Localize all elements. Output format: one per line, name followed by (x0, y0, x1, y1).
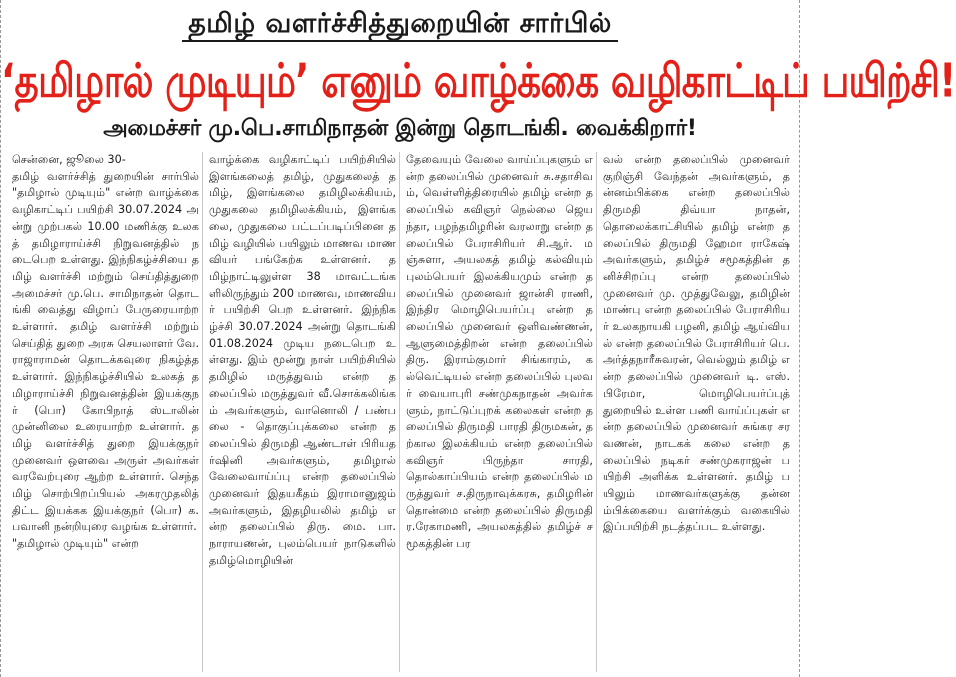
article-column-4: வல் என்ற தலைப்பில் முனைவர் குறிஞ்சி வேந்தன் அவர்களும், தன்னம்பிக்கை என்ற தலைப்பில் திருமதி திவ்யா நாதன், தொலைக்காட்சியில் தமிழ் என்ற தலைப்பில் திருமதி ஹேமா ராகேஷ் அவர்களும், தமிழ்ச் சமூகத்தின் தனிச்சிறப்பு என்ற தலைப்பில் முனைவர் மு. முத்துவேலு, தமிழின் மாண்பு என்ற தலைப்பில் பேராசிரியர் உலகநாயகி பழனி, தமிழ் ஆய்வியல் என்ற தலைப்பில் பேராசிரியர் பெ. அர்த்தநாரீசுவரன், வெல்லும் தமிழ் என்ற தலைப்பில் முனைவர் டி. எஸ். பிரேமா, மொழிபெயர்ப்புத் துறையில் உள்ள பணி வாய்ப்புகள் என்ற தலைப்பில் முனைவர் சுங்கர சரவணன், நாடகக் கலை என்ற தலைப்பில் நடிகர் சண்முகராஜன் பயிற்சி அளிக்க உள்ளனர். தமிழ் பயிலும் மாணவர்களுக்கு தன்னம்பிக்கையை வளர்க்கும் வகையில் இப்பயிற்சி நடத்தப்பட உள்ளது. (603, 153, 790, 534)
headline: ‘தமிழால் முடியும்’ எனும் வாழ்க்கை வழிகாட்டிப் பயிற்சி! (1, 54, 956, 108)
article-column-3: தேவையும் வேலை வாய்ப்புகளும் என்ற தலைப்பில் முனைவர் சு.சதாசிவம், வெள்ளித்திரையில் தமிழ் என்ற தலைப்பில் கவிஞர் நெல்லை ஜெயந்தா, பழந்தமிழரின் வரலாறு என்ற தலைப்பில் பேராசிரியர் சி.ஆர். மஞ்சுளா, அயலகத் தமிழ் கல்வியும் புலம்பெயர் இலக்கியமும் என்ற தலைப்பில் முனைவர் ஜான்சி ராணி, இந்திர மொழிபெயர்ப்பு என்ற தலைப்பில் முனைவர் ஒளிவண்ணன், ஆளுமைத்திறன் என்ற தலைப்பில் திரு. இராம்குமார் சிங்காரம், கல்வெட்டியல் என்ற தலைப்பில் புலவர் வையாபுரி சண்முகநாதன் அவர்களும், நாட்டுப்புறக் கலைகள் என்ற தலைப்பில் திருமதி பாரதி திருமகன், தற்கால இலக்கியம் என்ற தலைப்பில் கவிஞர் பிருந்தா சாரதி, தொல்காப்பியம் என்ற தலைப்பில் மருத்துவர் ச.திருநாவுக்கரசு, தமிழரின் தொன்மை என்ற தலைப்பில் திருமதி ர.ரேகாமணி, அயலகத்தில் தமிழ்ச் சமூகத்தின் பர (403, 152, 597, 672)
subheadline: அமைச்சர் மு.பெ.சாமிநாதன் இன்று தொடங்கி. வைக்கிறார்! (103, 116, 697, 141)
kicker-heading: தமிழ் வளர்ச்சித்துறையின் சார்பில் (1, 8, 799, 43)
article-body (9, 152, 793, 672)
article-column-2: வாழ்க்கை வழிகாட்டிப் பயிற்சியில் இளங்கலைத் தமிழ், முதுகலைத் தமிழ், இளங்கலை தமிழிலக்கியம், முதுகலை தமிழிலக்கியம், இளங்கலை, முதுகலை பட்டப்படிப்பினை தமிழ் வழியில் பயிலும் மாணவ மாணவியர் பங்கேற்க உள்ளனர். தமிழ்நாட்டிலுள்ள 38 மாவட்டங்களிலிருந்தும் 200 மாணவ, மாணவியர் பயிற்சி பெற உள்ளனர். இந்நிகழ்ச்சி 30.07.2024 அன்று தொடங்கி 01.08.2024 முடிய நடைபெற உள்ளது. இம் மூன்று நாள் பயிற்சியில் தமிழில் மருத்துவம் என்ற தலைப்பில் மருத்துவர் வீ.சொக்கலிங்கம் அவர்களும், வானொலி / பண்பலை - தொகுப்புக்கலை என்ற தலைப்பில் திருமதி ஆண்டாள் பிரியதர்ஷினி அவர்களும், தமிழால் வேலைவாய்ப்பு என்ற தலைப்பில் முனைவர் இதயகீதம் இராமானுஜம் அவர்களும், இதழியலில் தமிழ் என்ற தலைப்பில் திரு. மை. பா. நாராயணன், புலம்பெயர் நாடுகளில் தமிழ்மொழியின் (206, 152, 400, 672)
article-column-1: சென்னை, ஜூலை 30- தமிழ் வளர்ச்சித் துறையின் சார்பில் "தமிழால் முடியும்" என்ற வாழ்க்கை வழிகாட்டிப் பயிற்சி 30.07.2024 அன்று முற்பகல் 10.00 மணிக்கு உலகத் தமிழாராய்ச்சி நிறுவனத்தில் நடைபெற உள்ளது. இந்நிகழ்ச்சியை தமிழ் வளர்ச்சி மற்றும் செய்தித்துறை அமைச்சர் மு.பெ. சாமிநாதன் தொடங்கி வைத்து விழாப் பேருரையாற்ற உள்ளார். தமிழ் வளர்ச்சி மற்றும் செய்தித் துறை அரசு செயலாளர் வே. ராஜாராமன் தொடக்கவுரை நிகழ்த்த உள்ளார். இந்நிகழ்ச்சியில் உலகத் தமிழாராய்ச்சி நிறுவனத்தின் இயக்குநர் (பொ) கோபிநாத் ஸ்டாலின் முன்னிலை உரையாற்ற உள்ளார். தமிழ் வளர்ச்சித் துறை இயக்குநர் முனைவர் ஒளவை அருள் அவர்கள் வரவேற்புரை ஆற்ற உள்ளார். செந்தமிழ் சொற்பிறப்பியல் அகரமுதலித் திட்ட இயக்கக இயக்குநர் (பொ) க. பவானி நன்றியுரை வழங்க உள்ளார். "தமிழால் முடியும்" என்ற (9, 152, 203, 672)
